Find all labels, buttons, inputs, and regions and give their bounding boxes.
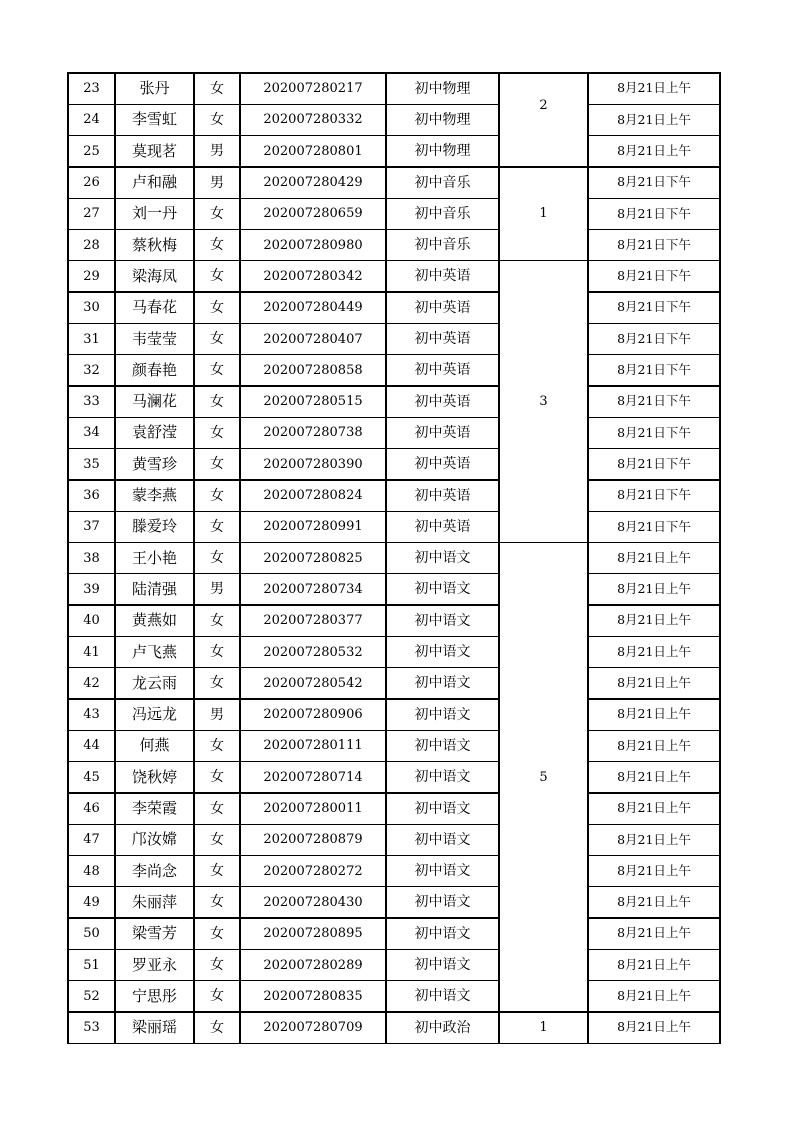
candidate-id: 202007280824: [263, 488, 363, 504]
candidate-name: 朱丽萍: [131, 892, 177, 911]
candidate-gender: 女: [210, 268, 224, 285]
candidate-subject: 初中政治: [414, 1019, 471, 1036]
exam-date: 8月21日上午: [617, 142, 691, 158]
candidate-name: 宁思彤: [131, 986, 177, 1005]
candidate-name: 莫现茗: [131, 141, 177, 160]
candidate-subject: 初中英语: [414, 393, 471, 410]
exam-date: 8月21日上午: [617, 925, 691, 941]
row-number: 53: [83, 1020, 100, 1036]
candidate-name: 颜春艳: [131, 360, 177, 379]
row-number: 47: [83, 832, 100, 848]
candidate-subject: 初中英语: [414, 487, 471, 504]
exam-date: 8月21日上午: [617, 581, 691, 597]
row-number: 37: [83, 519, 100, 535]
candidate-subject: 初中语文: [414, 706, 471, 723]
exam-date: 8月21日下午: [617, 236, 691, 252]
candidate-gender: 女: [210, 988, 224, 1005]
candidate-subject: 初中语文: [414, 737, 471, 754]
candidate-id: 202007280449: [263, 300, 363, 316]
candidate-name: 梁雪芳: [131, 924, 177, 943]
candidate-gender: 女: [210, 737, 224, 754]
row-number: 29: [83, 268, 100, 284]
candidate-gender: 女: [210, 831, 224, 848]
candidate-name: 滕爱玲: [131, 517, 177, 536]
candidate-subject: 初中音乐: [414, 174, 471, 191]
row-number: 39: [83, 581, 100, 597]
row-number: 40: [83, 613, 100, 629]
group-quota: 2: [539, 98, 548, 114]
exam-date: 8月21日上午: [617, 706, 691, 722]
exam-date: 8月21日下午: [617, 205, 691, 221]
candidate-name: 饶秋婷: [131, 767, 177, 786]
row-number: 41: [83, 644, 100, 660]
candidate-subject: 初中物理: [414, 111, 471, 128]
exam-date: 8月21日上午: [617, 80, 691, 96]
candidate-id: 202007280879: [263, 832, 363, 848]
candidate-subject: 初中语文: [414, 957, 471, 974]
candidate-id: 202007280407: [263, 331, 363, 347]
candidate-name: 张丹: [139, 79, 170, 98]
exam-date: 8月21日下午: [617, 299, 691, 315]
candidate-subject: 初中语文: [414, 863, 471, 880]
candidate-id: 202007280532: [263, 644, 363, 660]
candidate-id: 202007280835: [263, 988, 363, 1004]
candidate-gender: 女: [210, 424, 224, 441]
candidate-gender: 女: [210, 487, 224, 504]
candidate-name: 罗亚永: [131, 955, 177, 974]
candidate-id: 202007280738: [263, 425, 363, 441]
candidate-subject: 初中英语: [414, 518, 471, 535]
row-number: 42: [83, 675, 100, 691]
candidate-gender: 男: [210, 143, 224, 160]
candidate-gender: 女: [210, 863, 224, 880]
candidate-gender: 女: [210, 550, 224, 567]
candidate-name: 龙云雨: [131, 673, 177, 692]
candidate-id: 202007280515: [263, 394, 363, 410]
candidate-id: 202007280217: [263, 81, 363, 97]
exam-date: 8月21日上午: [617, 675, 691, 691]
candidate-name: 邝汝嫦: [131, 830, 177, 849]
candidate-name: 蒙李燕: [131, 486, 177, 505]
candidate-name: 袁舒滢: [131, 423, 177, 442]
candidate-id: 202007280430: [263, 894, 363, 910]
candidate-subject: 初中物理: [414, 143, 471, 160]
candidate-gender: 女: [210, 518, 224, 535]
candidate-subject: 初中语文: [414, 581, 471, 598]
candidate-name: 刘一丹: [131, 204, 177, 223]
exam-date: 8月21日上午: [617, 862, 691, 878]
candidate-id: 202007280377: [263, 613, 363, 629]
exam-date: 8月21日上午: [617, 768, 691, 784]
row-number: 50: [83, 926, 100, 942]
exam-date: 8月21日上午: [617, 737, 691, 753]
candidate-id: 202007280906: [263, 707, 363, 723]
exam-date: 8月21日下午: [617, 362, 691, 378]
row-number: 32: [83, 362, 100, 378]
exam-date: 8月21日下午: [617, 518, 691, 534]
candidate-gender: 女: [210, 800, 224, 817]
exam-date: 8月21日上午: [617, 1019, 691, 1035]
candidate-gender: 女: [210, 644, 224, 661]
candidate-gender: 女: [210, 612, 224, 629]
candidate-subject: 初中语文: [414, 831, 471, 848]
candidate-gender: 女: [210, 393, 224, 410]
exam-date: 8月21日下午: [617, 487, 691, 503]
row-number: 25: [83, 143, 100, 159]
candidate-subject: 初中英语: [414, 424, 471, 441]
candidate-id: 202007280659: [263, 206, 363, 222]
candidate-name: 黄燕如: [131, 611, 177, 630]
exam-date: 8月21日上午: [617, 549, 691, 565]
candidate-subject: 初中音乐: [414, 237, 471, 254]
candidate-id: 202007280390: [263, 456, 363, 472]
exam-date: 8月21日上午: [617, 894, 691, 910]
row-number: 49: [83, 894, 100, 910]
candidate-subject: 初中英语: [414, 456, 471, 473]
candidate-gender: 女: [210, 894, 224, 911]
candidate-name: 李尚念: [131, 861, 177, 880]
row-number: 43: [83, 707, 100, 723]
exam-date: 8月21日上午: [617, 111, 691, 127]
candidate-id: 202007280801: [263, 143, 363, 159]
candidate-subject: 初中语文: [414, 925, 471, 942]
candidate-gender: 女: [210, 80, 224, 97]
candidate-subject: 初中音乐: [414, 205, 471, 222]
candidate-subject: 初中英语: [414, 362, 471, 379]
row-number: 36: [83, 488, 100, 504]
candidate-name: 何燕: [139, 736, 170, 755]
candidate-id: 202007280111: [263, 738, 363, 754]
exam-date: 8月21日下午: [617, 424, 691, 440]
row-number: 38: [83, 550, 100, 566]
exam-date: 8月21日上午: [617, 800, 691, 816]
candidate-gender: 女: [210, 675, 224, 692]
exam-date: 8月21日上午: [617, 988, 691, 1004]
candidate-id: 202007280429: [263, 175, 363, 191]
candidate-name: 卢和融: [131, 173, 177, 192]
row-number: 34: [83, 425, 100, 441]
candidate-gender: 女: [210, 925, 224, 942]
group-quota: 5: [539, 769, 548, 785]
row-number: 23: [83, 81, 100, 97]
group-quota: 1: [539, 1020, 548, 1036]
group-quota: 3: [539, 394, 548, 410]
candidate-id: 202007280980: [263, 237, 363, 253]
row-number: 30: [83, 300, 100, 316]
candidate-id: 202007280858: [263, 362, 363, 378]
candidate-gender: 男: [210, 174, 224, 191]
candidate-id: 202007280895: [263, 926, 363, 942]
candidate-name: 李荣霞: [131, 799, 177, 818]
row-number: 27: [83, 206, 100, 222]
row-number: 24: [83, 112, 100, 128]
candidate-subject: 初中语文: [414, 644, 471, 661]
candidate-gender: 女: [210, 237, 224, 254]
candidate-name: 王小艳: [131, 548, 177, 567]
candidate-subject: 初中物理: [414, 80, 471, 97]
candidate-name: 李雪虹: [131, 110, 177, 129]
candidate-id: 202007280289: [263, 957, 363, 973]
exam-date: 8月21日上午: [617, 831, 691, 847]
exam-date: 8月21日下午: [617, 330, 691, 346]
exam-date: 8月21日下午: [617, 174, 691, 190]
candidate-id: 202007280342: [263, 268, 363, 284]
candidate-gender: 女: [210, 205, 224, 222]
candidate-name: 卢飞燕: [131, 642, 177, 661]
candidate-subject: 初中英语: [414, 331, 471, 348]
exam-date: 8月21日下午: [617, 393, 691, 409]
candidate-subject: 初中语文: [414, 550, 471, 567]
row-number: 45: [83, 769, 100, 785]
candidate-gender: 女: [210, 1019, 224, 1036]
candidate-subject: 初中语文: [414, 894, 471, 911]
candidate-gender: 女: [210, 299, 224, 316]
exam-date: 8月21日上午: [617, 956, 691, 972]
row-number: 51: [83, 957, 100, 973]
row-number: 48: [83, 863, 100, 879]
candidate-name: 陆清强: [131, 579, 177, 598]
candidate-subject: 初中语文: [414, 612, 471, 629]
candidate-gender: 女: [210, 331, 224, 348]
candidate-id: 202007280825: [263, 550, 363, 566]
candidate-name: 冯远龙: [131, 705, 177, 724]
candidate-id: 202007280272: [263, 863, 363, 879]
row-number: 28: [83, 237, 100, 253]
candidate-id: 202007280332: [263, 112, 363, 128]
row-number: 44: [83, 738, 100, 754]
candidate-gender: 女: [210, 456, 224, 473]
candidate-gender: 男: [210, 581, 224, 598]
candidate-gender: 女: [210, 769, 224, 786]
exam-date: 8月21日下午: [617, 268, 691, 284]
candidate-gender: 男: [210, 706, 224, 723]
candidate-name: 黄雪珍: [131, 454, 177, 473]
candidate-id: 202007280011: [263, 801, 363, 817]
candidate-subject: 初中语文: [414, 769, 471, 786]
candidate-id: 202007280734: [263, 581, 363, 597]
candidate-id: 202007280714: [263, 769, 363, 785]
candidate-name: 马澜花: [131, 392, 177, 411]
candidate-name: 韦莹莹: [131, 329, 177, 348]
candidate-subject: 初中英语: [414, 299, 471, 316]
candidate-gender: 女: [210, 957, 224, 974]
row-number: 52: [83, 988, 100, 1004]
row-number: 46: [83, 801, 100, 817]
row-number: 26: [83, 175, 100, 191]
candidate-name: 蔡秋梅: [131, 235, 177, 254]
candidate-subject: 初中语文: [414, 988, 471, 1005]
row-number: 33: [83, 394, 100, 410]
candidate-id: 202007280991: [263, 519, 363, 535]
row-number: 35: [83, 456, 100, 472]
candidate-name: 梁海凤: [131, 266, 177, 285]
exam-date: 8月21日下午: [617, 455, 691, 471]
row-number: 31: [83, 331, 100, 347]
candidate-name: 梁丽瑶: [131, 1018, 177, 1037]
candidate-subject: 初中语文: [414, 675, 471, 692]
candidate-gender: 女: [210, 111, 224, 128]
candidate-gender: 女: [210, 362, 224, 379]
candidate-subject: 初中语文: [414, 800, 471, 817]
candidate-id: 202007280709: [263, 1020, 363, 1036]
candidate-id: 202007280542: [263, 675, 363, 691]
exam-date: 8月21日上午: [617, 612, 691, 628]
candidate-subject: 初中英语: [414, 268, 471, 285]
group-quota: 1: [539, 206, 548, 222]
candidate-name: 马春花: [131, 298, 177, 317]
exam-date: 8月21日上午: [617, 643, 691, 659]
